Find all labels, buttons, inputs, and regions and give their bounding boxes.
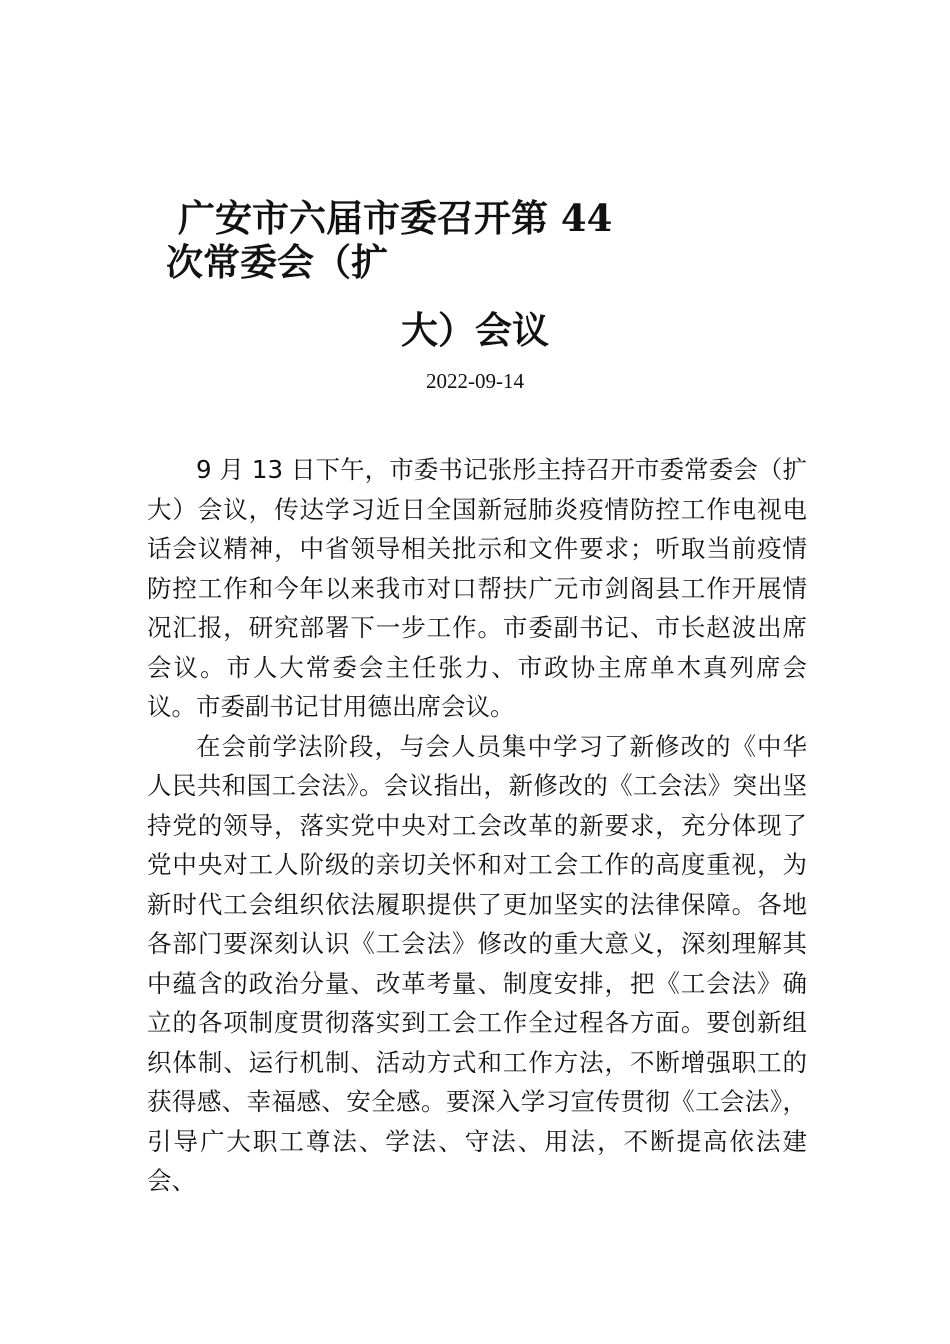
document-title-line-2: 次常委会（扩 (166, 240, 388, 284)
document-date: 2022-09-14 (426, 369, 524, 393)
document-title-line-1: 广安市六届市委召开第 44 (178, 196, 613, 240)
document-title-line-3: 大）会议 (401, 308, 549, 352)
paragraph-1: 9 月 13 日下午，市委书记张彤主持召开市委常委会（扩大）会议，传达学习近日全国新冠肺炎疫情防控工作电视电话会议精神，中省领导相关批示和文件要求；听取当前疫情防控工作和今年以来我市对口帮扶广元市剑阁县工作开展情况汇报，研究部署下一步工作。市委副书记、市长赵波出席会议。市人大常委会主任张力、市政协主席单木真列席会议。市委副书记甘用德出席会议。 (147, 455, 807, 721)
document-body (147, 450, 807, 1201)
paragraph-2: 在会前学法阶段，与会人员集中学习了新修改的《中华人民共和国工会法》。会议指出，新修改的《工会法》突出坚持党的领导，落实党中央对工会改革的新要求，充分体现了党中央对工人阶级的亲切关怀和对工会工作的高度重视，为新时代工会组织依法履职提供了更加坚实的法律保障。各地各部门要深刻认识《工会法》修改的重大意义，深刻理解其中蕴含的政治分量、改革考量、制度安排，把《工会法》确立的各项制度贯彻落实到工会工作全过程各方面。要创新组织体制、运行机制、活动方式和工作方法，不断增强职工的获得感、幸福感、安全感。要深入学习宣传贯彻《工会法》，引导广大职工尊法、学法、守法、用法，不断提高依法建会、 (147, 731, 807, 1195)
